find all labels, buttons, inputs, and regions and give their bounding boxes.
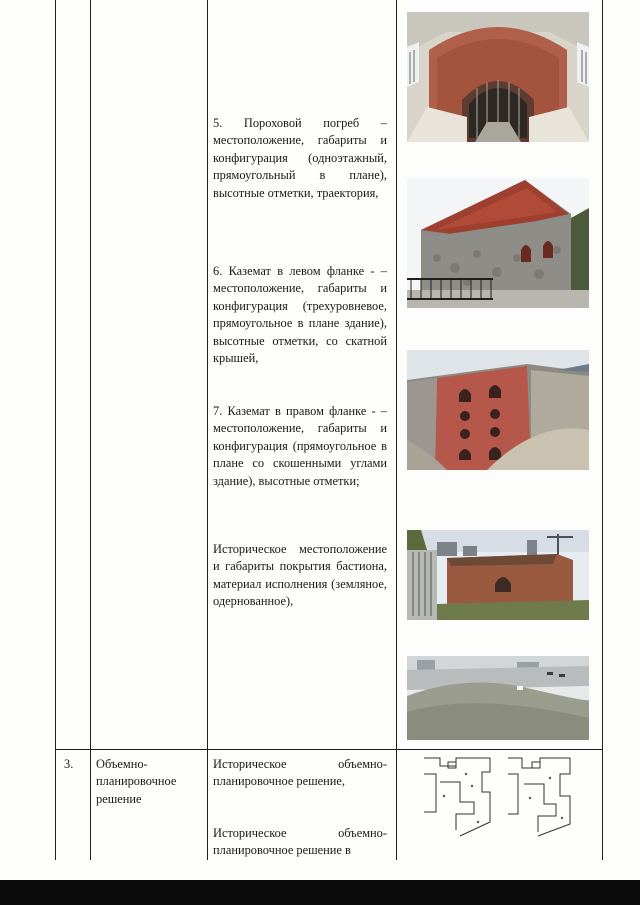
table-border-col4 (396, 0, 397, 860)
row3-para-2: Историческое объемно-планировочное решение в (213, 826, 387, 858)
row3-para-1: Историческое объемно-планировочное решение, (213, 757, 387, 789)
bastion-covering-photo (407, 530, 589, 620)
powder-cellar-description: 5. Пороховой погреб – местоположение, габариты и конфигурация (одноэтажный, прямоугольный в плане), высотные отметки, траектория, (213, 116, 387, 200)
bastion-earthwork-photo (407, 656, 589, 740)
row-divider (55, 749, 603, 750)
bastion-covering-description: Историческое местоположение и габариты покрытия бастиона, материал исполнения (земляное, одернованное), (213, 542, 387, 609)
left-flank-casemate-photo (407, 350, 589, 470)
left-flank-casemate-description: 6. Каземат в левом фланке - – местоположение, габариты и конфигурация (трехуровневое, прямоугольное в плане здание), высотные отметки, со скатной крышей, (213, 264, 387, 366)
right-flank-casemate-description: 7. Каземат в правом фланке - – местоположение, габариты и конфигурация (прямоугольное в плане со скошенными углами здание), высотные отметки; (213, 404, 387, 488)
table-border-left (55, 0, 56, 860)
table-border-col3 (207, 0, 208, 860)
row-name: Объемно-планировочное решение (96, 757, 177, 806)
scan-border (0, 880, 640, 905)
table-border-col2 (90, 0, 91, 860)
powder-cellar-entrance-photo (407, 12, 589, 142)
powder-magazine-building-photo (407, 178, 589, 308)
table-border-right (602, 0, 603, 860)
row-number: 3. (64, 757, 74, 771)
floor-plan-drawing (420, 752, 590, 837)
